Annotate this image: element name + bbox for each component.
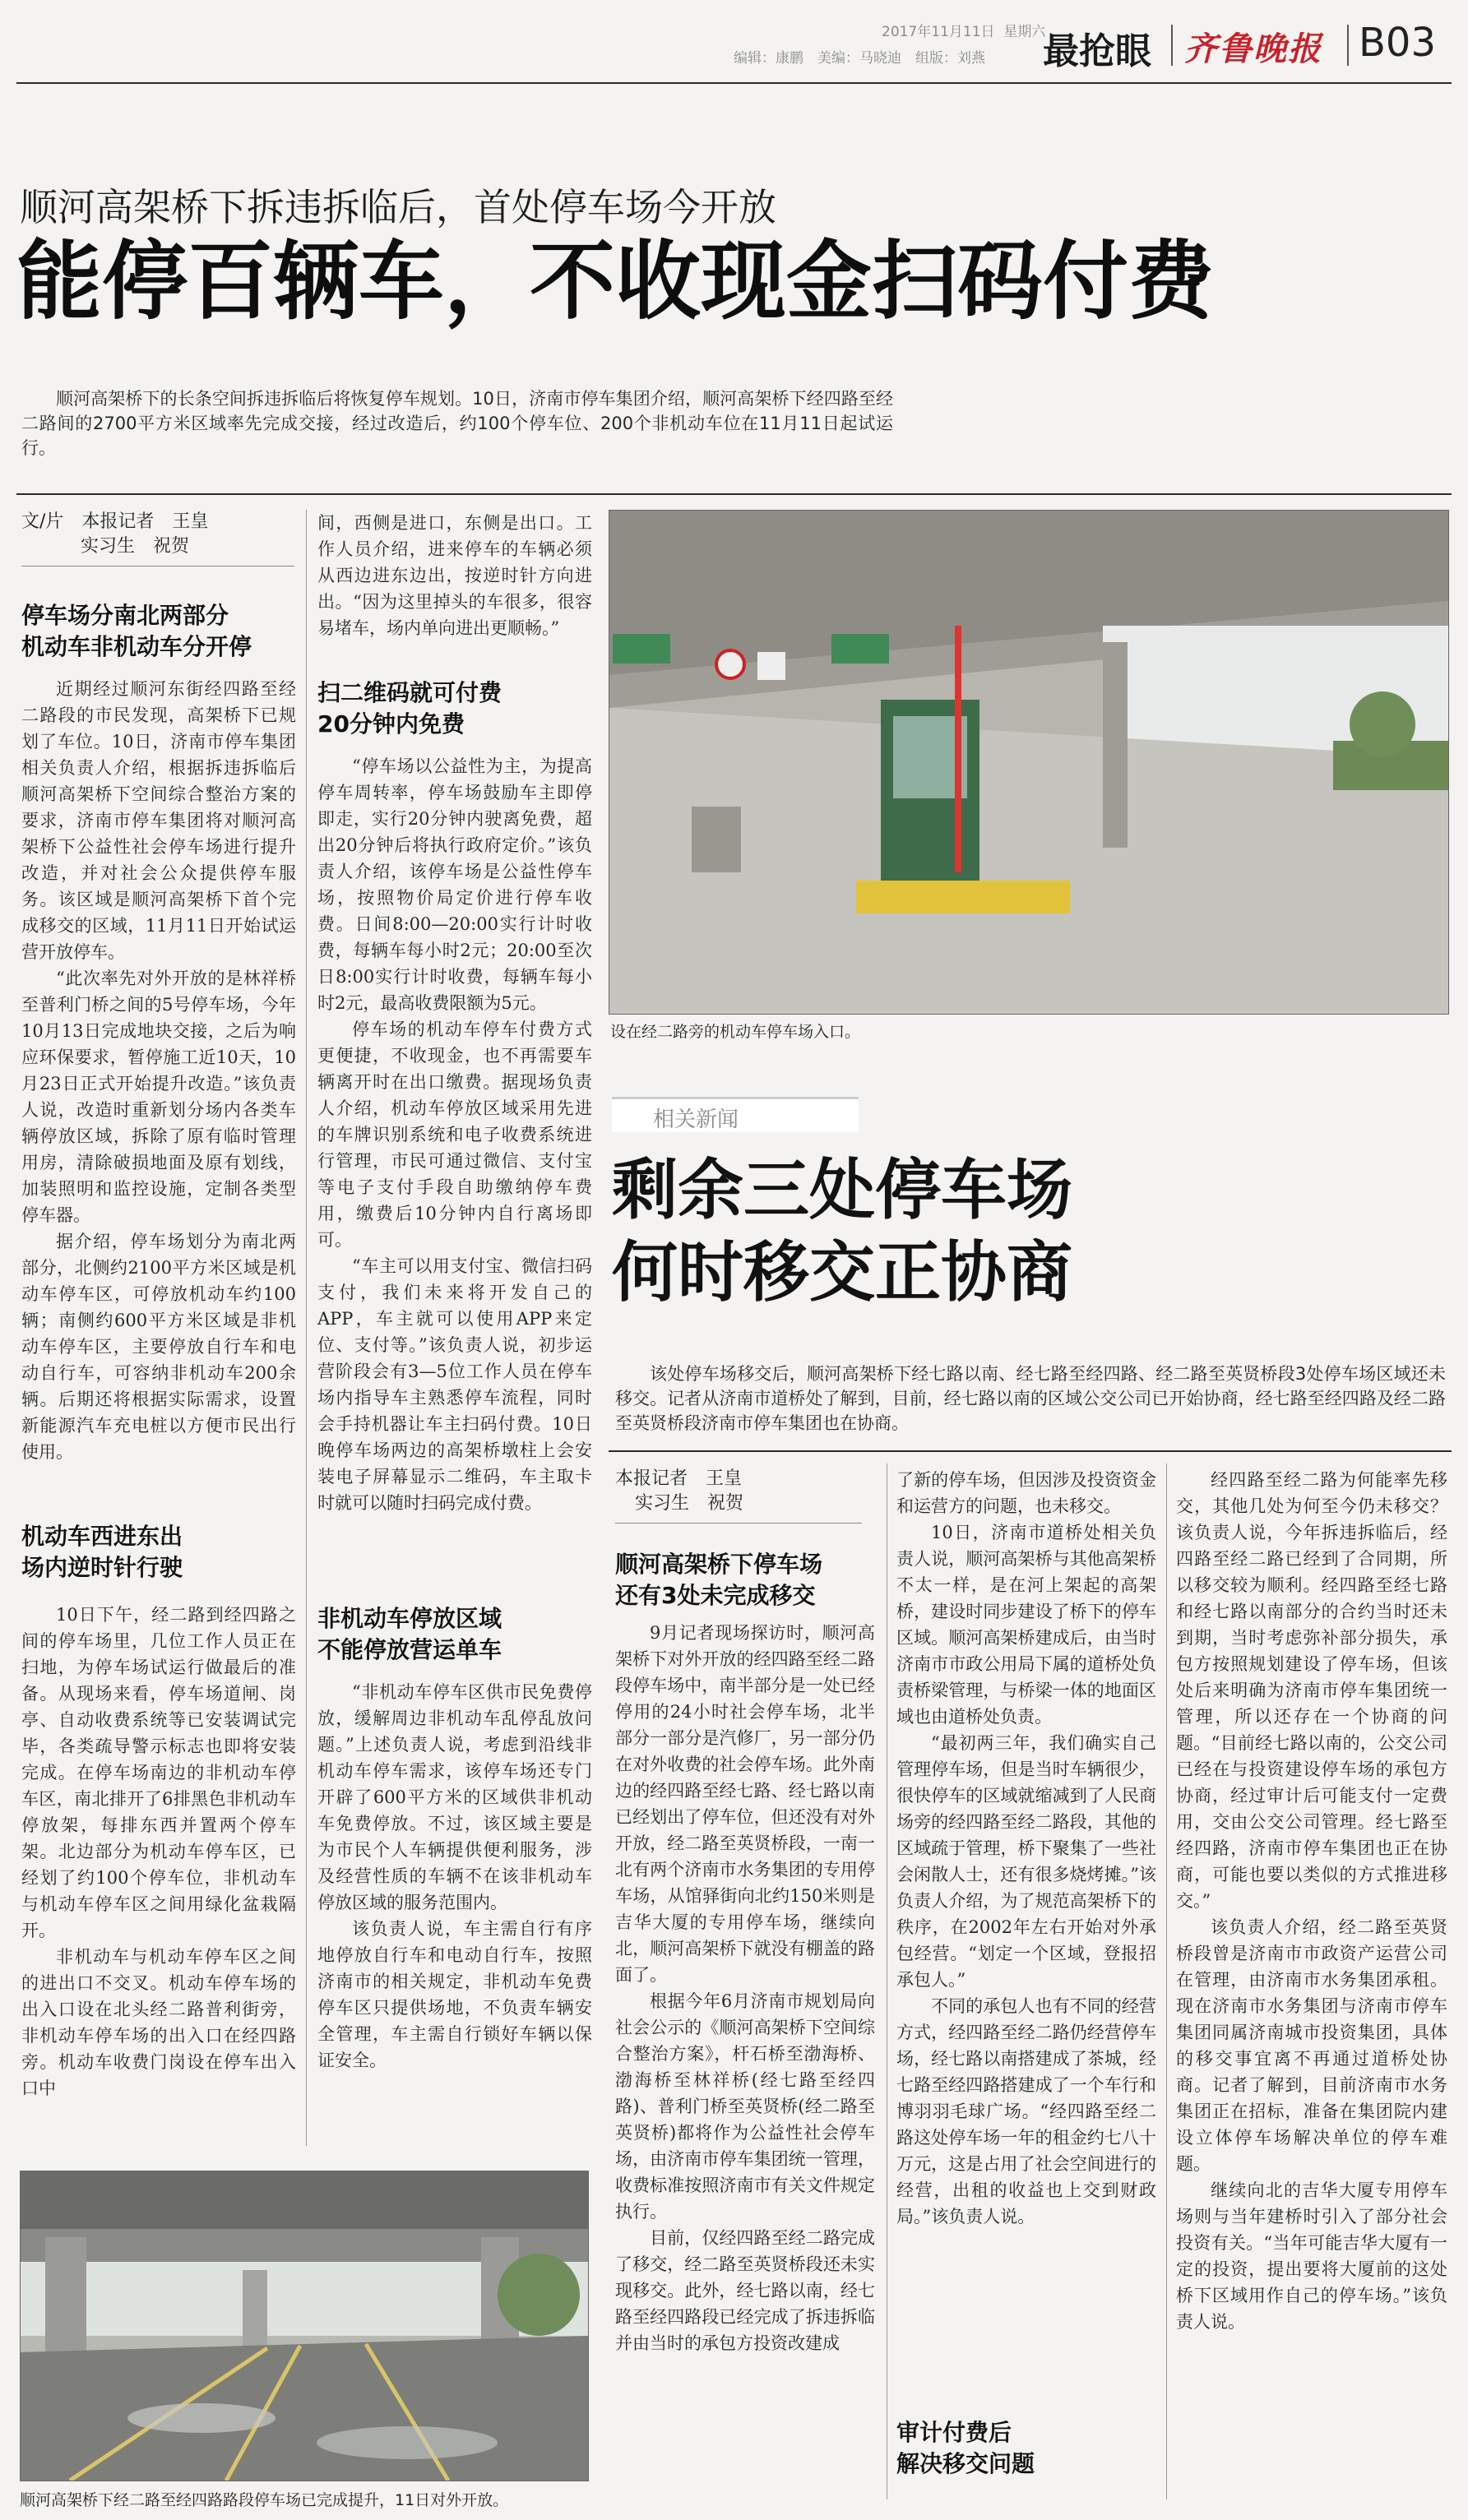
header-rule [16, 82, 1452, 84]
related-lead [615, 1362, 1446, 1436]
kicker: 顺河高架桥下拆违拆临后，首处停车场今开放 [20, 185, 776, 229]
col1-section-b [21, 1602, 296, 2102]
main-headline: 能停百辆车，不收现金扫码付费 [16, 231, 1215, 331]
col2-section-a [317, 510, 592, 641]
lead-text: 顺河高架桥下的长条空间拆违拆临后将恢复停车规划。10日，济南市停车集团介绍，顺河高架桥下经四路至经二路间的2700平方米区域率先完成交接，经过改造后，约100个停车位、200个非机动车位在11月11日起试运行。 [21, 389, 893, 458]
paragraph: 近期经过顺河东街经四路至经二路段的市民发现，高架桥下已规划了车位。10日，济南市停车集团相关负责人介绍，根据拆违拆临后顺河高架桥下空间综合整治方案的要求，济南市停车集团将对顺河高架桥下公益性社会停车场进行提升改造，并对社会公众提供停车服务。该区域是顺河高架桥下首个完成移交的区域，11月11日开始试运营开放停车。 [21, 679, 296, 962]
related-tag [612, 1097, 859, 1132]
related-col-a [615, 1620, 875, 2356]
paragraph: 经四路至经二路为何能率先移交，其他几处为何至今仍未移交？该负责人说，今年拆违拆临后，经四路至经二路已经到了合同期，所以移交较为顺利。经四路至经七路和经七路以南部分的合约当时还未到期，当时考虑弥补部分损失，承包方按照规划建设了停车场，但该处后来明确为济南市停车集团统一管理，所以还存在一个协商的问题。“目前经七路以南的，公交公司已经在与投资建设停车场的承包方协商，经过审计后可能支付一定费用，交由公交公司管理。经七路至经四路，济南市停车集团也正在协商，可能也要以类似的方式推进移交。” [1176, 1470, 1447, 1911]
header-divider-2 [1347, 25, 1349, 66]
page-number: B03 [1359, 20, 1437, 66]
paragraph: “车主可以用支付宝、微信扫码支付，我们未来将开发自己的APP，车主就可以使用APP来定位、支付等。”该负责人说，初步运营阶段会有3—5位工作人员在停车场内指导车主熟悉停车流程，同时会手持机器让车主扫码付费。10日晚停车场两边的高架桥墩柱上会安装电子屏幕显示二维码，车主取卡时就可以随时扫码完成付费。 [317, 1256, 592, 1513]
paragraph: 继续向北的吉华大厦专用停车场则与当年建桥时引入了部分社会投资有关。“当年可能吉华大厦有一定的投资，提出要将大厦前的这处桥下区域用作自己的停车场。”该负责人说。 [1176, 2180, 1447, 2332]
paragraph: “停车场以公益性为主，为提高停车周转率，停车场鼓励车主即停即走，实行20分钟内驶离免费，超出20分钟后将执行政府定价。”该负责人介绍，该停车场是公益性停车场，按照物价局定价进行停车收费。日间8:00—20:00实行计时收费，每辆车每小时2元；20:00至次日8:00实行计时收费，每辆车每小时2元，最高收费限额为5元。 [317, 756, 592, 1013]
paragraph: 停车场的机动车停车付费方式更便捷，不收现金，也不再需要车辆离开时在出口缴费。据现场负责人介绍，机动车停放区域采用先进的车牌识别系统和电子收费系统进行管理，市民可通过微信、支付宝等电子支付手段自助缴纳停车费用，缴费后10分钟内自行离场即可。 [317, 1020, 592, 1250]
related-byline [615, 1467, 878, 1516]
related-subhead-1 [615, 1549, 895, 1611]
paragraph: 不同的承包人也有不同的经营方式，经四路至经二路仍经营停车场，经七路以南搭建成了茶城，经七路至经四路搭建成了一个车行和博羽羽毛球广场。“经四路至经二路这处停车场一年的租金约七八十万元，这是占用了社会空间进行的经营，出租的收益也上交到财政局。”该负责人说。 [896, 1996, 1156, 2226]
photo-2-drawing [21, 2171, 588, 2481]
related-subhead-1-line2: 还有3处未完成移交 [615, 1582, 816, 1609]
related-lead-text: 该处停车场移交后，顺河高架桥下经七路以南、经七路至经四路、经二路至英贤桥段3处停车场区域还未移交。记者从济南市道桥处了解到，目前，经七路以南的区域公交公司已开始协商，经七路至经四路及经二路至英贤桥段济南市停车集团也在协商。 [615, 1364, 1446, 1433]
paragraph: 非机动车与机动车停车区之间的进出口不交叉。机动车停车场的出入口设在北头经二路普利街旁，非机动车停车场的出入口在经四路旁。机动车收费门岗设在停车出入口中 [21, 1947, 296, 2098]
paragraph: 9月记者现场探访时，顺河高架桥下对外开放的经四路至经二路段停车场中，南半部分是一处已经停用的24小时社会停车场，北半部分一部分是汽修厂，另一部分仍在对外收费的社会停车场。此外南边的经四路至经七路、经七路以南已经划出了停车位，但还没有对外开放，经二路至英贤桥段，一南一北有两个济南市水务集团的专用停车场，从馆驿街向北约150米则是吉华大厦的专用停车场，继续向北，顺河高架桥下就没有棚盖的路面了。 [615, 1623, 875, 1985]
related-tag-label: 相关新闻 [653, 1107, 739, 1132]
subhead-1-line2: 机动车非机动车分开停 [21, 633, 252, 660]
column-divider-3 [1166, 1463, 1167, 2499]
paragraph: 10日，济南市道桥处相关负责人说，顺河高架桥与其他高架桥不太一样，是在河上架起的高架桥，建设时同步建设了桥下的停车区域。顺河高架桥建成后，由当时济南市市政公用局下属的道桥处负责桥梁管理，与桥梁一体的地面区域也由道桥处负责。 [896, 1523, 1156, 1727]
related-headline-line2: 何时移交正协商 [612, 1234, 1072, 1311]
issue-date: 2017年11月11日 [882, 24, 995, 40]
section-title: 最抢眼 [1043, 30, 1151, 72]
subhead-2-line2: 场内逆时针行驶 [21, 1554, 183, 1581]
paragraph: 间，西侧是进口，东侧是出口。工作人员介绍，进来停车的车辆必须从西边进东边出，按逆时针方向进出。“因为这里掉头的车很多，很容易堵车，场内单向进出更顺畅。” [317, 513, 592, 638]
byline-intern: 实习生 祝贺 [81, 536, 190, 557]
subhead-3 [317, 677, 597, 740]
header-divider-1 [1171, 25, 1173, 66]
paragraph: 了新的停车场，但因涉及投资资金和运营方的问题，也未移交。 [896, 1470, 1156, 1516]
paragraph: 据介绍，停车场划分为南北两部分，北侧约2100平方米区域是机动车停车区，可停放机动车约100辆；南侧约600平方米区域是非机动车停车区，主要停放自行车和电动自行车，可容纳非机动车200余辆。后期还将根据实际需求，设置新能源汽车充电桩以方便市民出行使用。 [21, 1232, 296, 1462]
col1-section-a [21, 676, 296, 1465]
lead-paragraph [21, 386, 893, 460]
subhead-3-line2: 20分钟内免费 [317, 710, 465, 738]
photo-parking-under-bridge [20, 2171, 589, 2481]
subhead-2 [21, 1521, 301, 1584]
photo-1-caption: 设在经二路旁的机动车停车场入口。 [610, 1023, 861, 1041]
related-subhead-2-line1: 审计付费后 [896, 2419, 1012, 2446]
paragraph: “此次率先对外开放的是林祥桥至普利门桥之间的5号停车场，今年10月13日完成地块交接，之后为响应环保要求，暂停施工近10天，10月23日正式开始提升改造。”该负责人说，改造时重新划分场内各类车辆停放区域，拆除了原有临时管理用房，清除破损地面及原有划线，加装照明和监控设施，定制各类型停车器。 [21, 969, 296, 1225]
related-col-b [896, 1467, 1156, 2230]
byline-reporter: 文/片 本报记者 王皇 [21, 511, 209, 532]
photo-1-drawing [609, 511, 1448, 1014]
col2-section-b [317, 753, 592, 1516]
paragraph: 该负责人介绍，经二路至英贤桥段曾是济南市市政资产运营公司在管理，由济南市水务集团承租。现在济南市水务集团与济南市停车集团同属济南城市投资集团，具体的移交事宜离不再通过道桥处协商。记者了解到，目前济南市水务集团正在招标，准备在集团院内建设立体停车场解决单位的停车难题。 [1176, 1917, 1447, 2174]
paragraph: “非机动车停车区供市民免费停放，缓解周边非机动车乱停乱放问题。”上述负责人说，考虑到沿线非机动车停车需求，该停车场还专门开辟了600平方米的区域供非机动车免费停放。不过，该区域主要是为市民个人车辆提供便利服务，涉及经营性质的车辆不在该非机动车停放区域的服务范围内。 [317, 1682, 592, 1912]
related-subhead-2-line2: 解决移交问题 [896, 2450, 1035, 2477]
lead-rule [16, 493, 1452, 495]
related-col-c [1176, 1467, 1447, 2335]
paper-logo: 齐鲁晚报 [1184, 30, 1322, 68]
paragraph: 10日下午，经二路到经四路之间的停车场里，几位工作人员正在扫地，为停车场试运行做最后的准备。从现场来看，停车场道闸、岗亭、自动收费系统等已安装调试完毕，各类疏导警示标志也即将安装完成。在停车场南边的非机动车停车区，南北排开了6排黑色非机动车停放架，每排东西并置两个停车架。北边部分为机动车停车区，已经划了约100个停车位，非机动车与机动车停车区之间用绿化盆栽隔开。 [21, 1605, 296, 1940]
subhead-1 [21, 600, 301, 663]
related-headline [612, 1149, 1434, 1314]
paragraph: 目前，仅经四路至经二路完成了移交，经二路至英贤桥段还未实现移交。此外，经七路以南，经七路至经四路段已经完成了拆违拆临并由当时的承包方投资改建成 [615, 2228, 875, 2353]
subhead-4-line1: 非机动车停放区域 [317, 1605, 502, 1632]
subhead-3-line1: 扫二维码就可付费 [317, 679, 502, 706]
related-subhead-2 [896, 2417, 1156, 2480]
photo-2-caption: 顺河高架桥下经二路至经四路路段停车场已完成提升，11日对外开放。 [20, 2491, 509, 2509]
col2-section-c [317, 1679, 592, 2074]
column-divider-1 [306, 510, 307, 2146]
related-byline-rule [615, 1523, 862, 1524]
subhead-2-line1: 机动车西进东出 [21, 1523, 183, 1550]
related-lead-rule [609, 1450, 1452, 1452]
header-date [882, 20, 1045, 40]
subhead-4 [317, 1603, 597, 1666]
related-subhead-1-line1: 顺河高架桥下停车场 [615, 1551, 823, 1578]
byline [21, 510, 301, 559]
paragraph: “最初两三年，我们确实自己管理停车场，但是当时车辆很少，很快停车的区域就缩减到了人民商场旁的经四路至经二路段，其他的区域疏于管理，桥下聚集了一些社会闲散人士，还有很多烧烤摊。”该负责人介绍，为了规范高架桥下的秩序，在2002年左右开始对外承包经营。“划定一个区域，登报招承包人。” [896, 1733, 1156, 1990]
related-byline-reporter: 本报记者 王皇 [615, 1468, 743, 1489]
related-byline-intern: 实习生 祝贺 [635, 1493, 744, 1514]
issue-weekday: 星期六 [1003, 24, 1046, 40]
header-editors: 编辑：康鹏 美编：马晓迪 组版：刘燕 [734, 50, 985, 67]
paragraph: 该负责人说，车主需自行有序地停放自行车和电动自行车，按照济南市的相关规定，非机动车免费停车区只提供场地，不负责车辆安全管理，车主需自行锁好车辆以保证安全。 [317, 1919, 592, 2070]
subhead-1-line1: 停车场分南北两部分 [21, 602, 229, 629]
related-headline-line1: 剩余三处停车场 [612, 1152, 1072, 1228]
paragraph: 根据今年6月济南市规划局向社会公示的《顺河高架桥下空间综合整治方案》，杆石桥至渤海桥、渤海桥至林祥桥(经七路至经四路)、普利门桥至英贤桥(经二路至英贤桥)都将作为公益性社会停车场，由济南市停车集团统一管理，收费标准按照济南市有关文件规定执行。 [615, 1991, 875, 2222]
subhead-4-line2: 不能停放营运单车 [317, 1636, 502, 1663]
photo-parking-entrance [609, 510, 1449, 1015]
